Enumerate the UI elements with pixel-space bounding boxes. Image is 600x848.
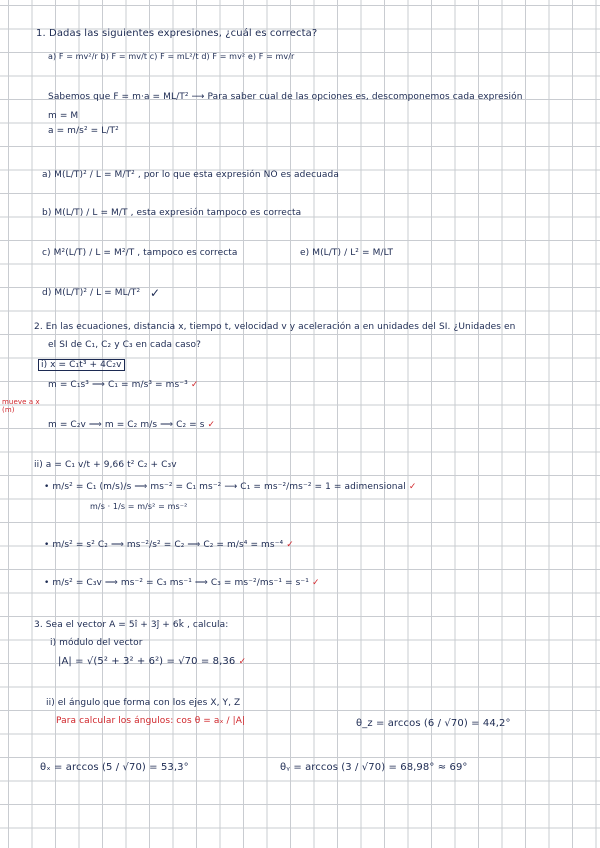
q2-ii-line1: • m/s² = C₁ (m/s)/s ⟹ ms⁻² = C₁ ms⁻² ⟶ C₁ = ms⁻²/ms⁻² = 1 = adimensional ✓ [44, 482, 417, 492]
q1-def-a: a = m/s² = L/T² [48, 126, 119, 136]
q3-title: 3. Sea el vector A = 5î + 3ĵ + 6k̂ , calcula: [34, 620, 229, 630]
q2-ii-tick2: ✓ [286, 540, 294, 550]
q1-option-d: d) M(L/T)² / L = ML/T² [42, 288, 141, 298]
q3-ii-label: ii) el ángulo que forma con los ejes X, Y, Z [46, 698, 241, 708]
q2-i-line1 [48, 380, 199, 390]
q1-def-m: m = M [48, 111, 79, 121]
q1-correct-mark: ✓ [150, 286, 161, 300]
q2-i-tick2: ✓ [207, 420, 216, 430]
q2-i-line2 [48, 420, 215, 430]
q1-option-e: e) M(L/T) / L² = M/LT [300, 248, 394, 258]
q2-ii-c3: m/s² = C₃v ⟹ ms⁻² = C₃ ms⁻¹ ⟹ C₃ = ms⁻²/ms⁻¹ = s⁻¹ [52, 578, 309, 588]
q1-title: 1. Dadas las siguientes expresiones, ¿cuál es correcta? [36, 28, 318, 39]
q3-alpha: θₓ = arccos (5 / √70) = 53,3° [40, 762, 189, 773]
q2-ii-line2: • m/s² = s² C₂ ⟹ ms⁻²/s² = C₂ ⟹ C₂ = m/s⁴ = ms⁻⁴ ✓ [44, 540, 294, 550]
q2-ii-c1: m/s² = C₁ (m/s)/s ⟹ ms⁻² = C₁ ms⁻² ⟶ C₁ = ms⁻²/ms⁻² = 1 = adimensional [52, 482, 406, 492]
q1-option-a: a) M(L/T)² / L = M/T² , por lo que esta expresión NO es adecuada [42, 170, 339, 180]
q2-i-label [38, 360, 125, 370]
q3-modulus: |A| = √(5² + 3² + 6²) = √70 = 8,36 [58, 656, 236, 667]
q3-ii-hint: Para calcular los ángulos: cos θ = aₓ / |A| [56, 716, 246, 726]
q2-ii-line1b: m/s · 1/s = m/s² = ms⁻² [90, 502, 188, 511]
q2-i-side-note: mueve a x (m) [2, 398, 40, 414]
q3-i-label: i) módulo del vector [50, 638, 143, 648]
q1-options: a) F = mv²/r b) F = mv/t c) F = mL²/t d) F = mv² e) F = mv/r [48, 52, 295, 61]
q2-ii-c2: m/s² = s² C₂ ⟹ ms⁻²/s² = C₂ ⟹ C₂ = m/s⁴ = ms⁻⁴ [52, 540, 284, 550]
q2-ii-tick1: ✓ [408, 482, 417, 492]
q2-title-cont: el SI de C₁, C₂ y C₃ en cada caso? [48, 340, 202, 350]
q1-option-b: b) M(L/T) / L = M/T , esta expresión tampoco es correcta [42, 208, 302, 218]
q2-ii-tick3: ✓ [311, 578, 320, 588]
q3-i-calc [58, 656, 246, 667]
q1-option-c: c) M²(L/T) / L = M²/T , tampoco es correcta [42, 248, 238, 258]
q2-i-c2: m = C₂v ⟹ m = C₂ m/s ⟹ C₂ = s [48, 420, 205, 430]
q1-intro: Sabemos que F = m·a = ML/T² ⟶ Para saber cual de las opciones es, descomponemos cada expresión [48, 92, 523, 102]
q2-i-c1: m = C₁s³ ⟹ C₁ = m/s³ = ms⁻³ [48, 380, 188, 390]
q2-ii-label: ii) a = C₁ v/t + 9,66 t² C₂ + C₃v [34, 460, 177, 470]
q2-i-equation: i) x = C₁t³ + 4C₂v [38, 359, 125, 371]
q2-ii-line3: • m/s² = C₃v ⟹ ms⁻² = C₃ ms⁻¹ ⟹ C₃ = ms⁻²/ms⁻¹ = s⁻¹ ✓ [44, 578, 320, 588]
q3-beta: θᵧ = arccos (3 / √70) = 68,98° ≈ 69° [280, 762, 468, 773]
q3-gamma: θ_z = arccos (6 / √70) = 44,2° [356, 718, 511, 729]
q3-i-tick: ✓ [238, 657, 247, 667]
q2-title: 2. En las ecuaciones, distancia x, tiempo t, velocidad v y aceleración a en unidades del SI. ¿Unidades en [34, 322, 516, 332]
q2-i-tick1: ✓ [190, 380, 199, 390]
